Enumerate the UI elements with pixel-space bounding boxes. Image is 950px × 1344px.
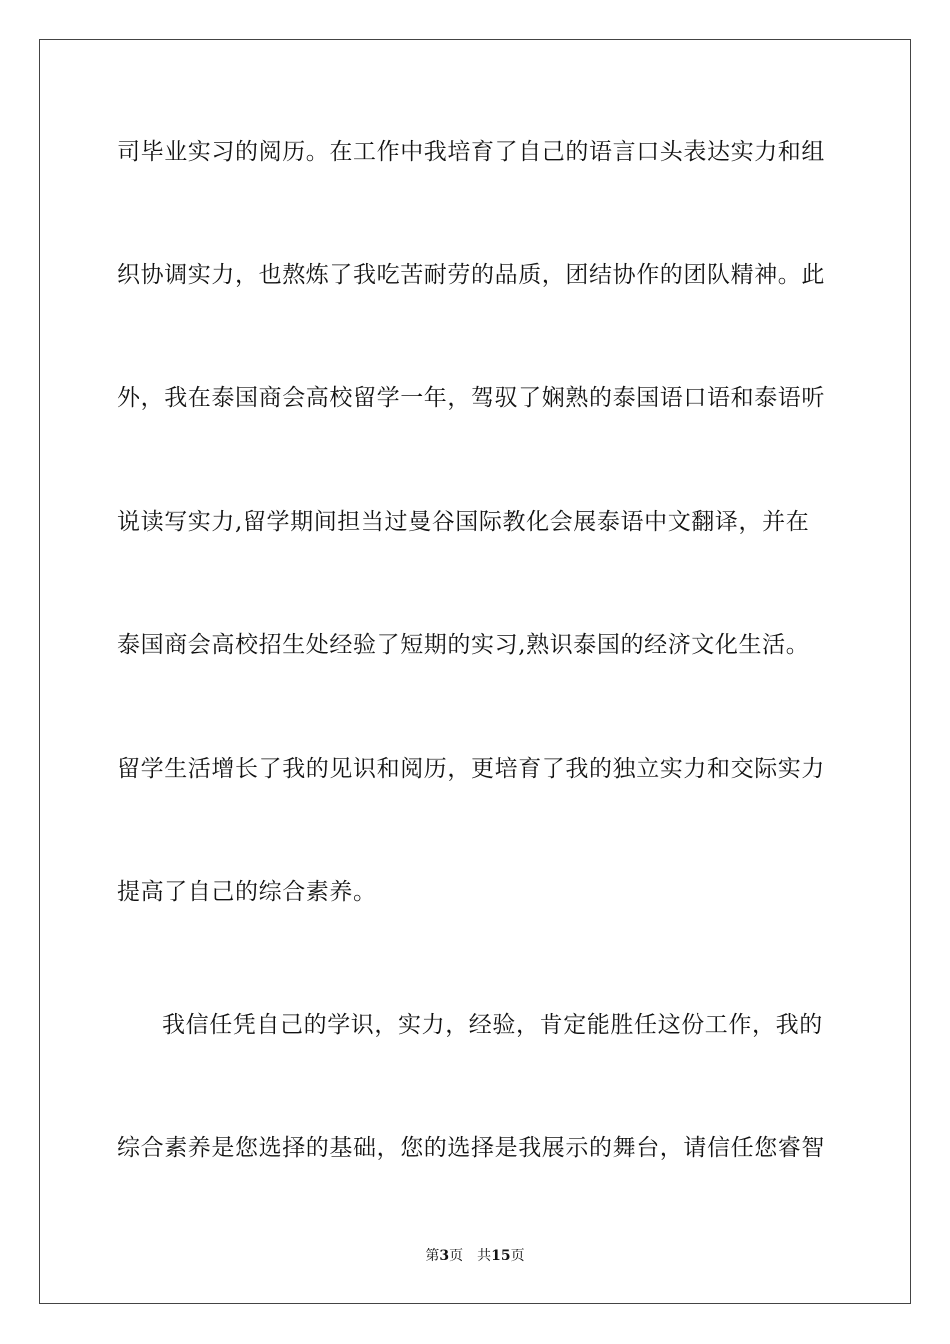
page-footer bbox=[0, 1246, 950, 1266]
page-number: 3 bbox=[439, 1248, 450, 1264]
body-line-8: 我信任凭自己的学识，实力，经验，肯定能胜任这份工作，我的 bbox=[162, 1012, 823, 1038]
body-line-3: 外，我在泰国商会高校留学一年，驾驭了娴熟的泰国语口语和泰语听 bbox=[117, 385, 825, 411]
total-suffix: 页 bbox=[510, 1248, 525, 1264]
body-line-4: 说读写实力,留学期间担当过曼谷国际教化会展泰语中文翻译，并在 bbox=[117, 509, 810, 535]
page-border bbox=[39, 39, 911, 1304]
body-line-1: 司毕业实习的阅历。在工作中我培育了自己的语言口头表达实力和组 bbox=[117, 139, 825, 165]
page-suffix: 页 bbox=[449, 1248, 464, 1264]
body-line-6: 留学生活增长了我的见识和阅历，更培育了我的独立实力和交际实力 bbox=[117, 756, 825, 782]
body-line-9: 综合素养是您选择的基础，您的选择是我展示的舞台，请信任您睿智 bbox=[117, 1135, 825, 1161]
body-line-2: 织协调实力，也熬炼了我吃苦耐劳的品质，团结协作的团队精神。此 bbox=[117, 262, 825, 288]
page-prefix: 第 bbox=[425, 1248, 440, 1264]
body-line-5: 泰国商会高校招生处经验了短期的实习,熟识泰国的经济文化生活。 bbox=[117, 632, 810, 658]
body-line-7: 提高了自己的综合素养。 bbox=[117, 879, 377, 905]
total-pages: 15 bbox=[491, 1248, 511, 1264]
total-prefix: 共 bbox=[477, 1248, 492, 1264]
